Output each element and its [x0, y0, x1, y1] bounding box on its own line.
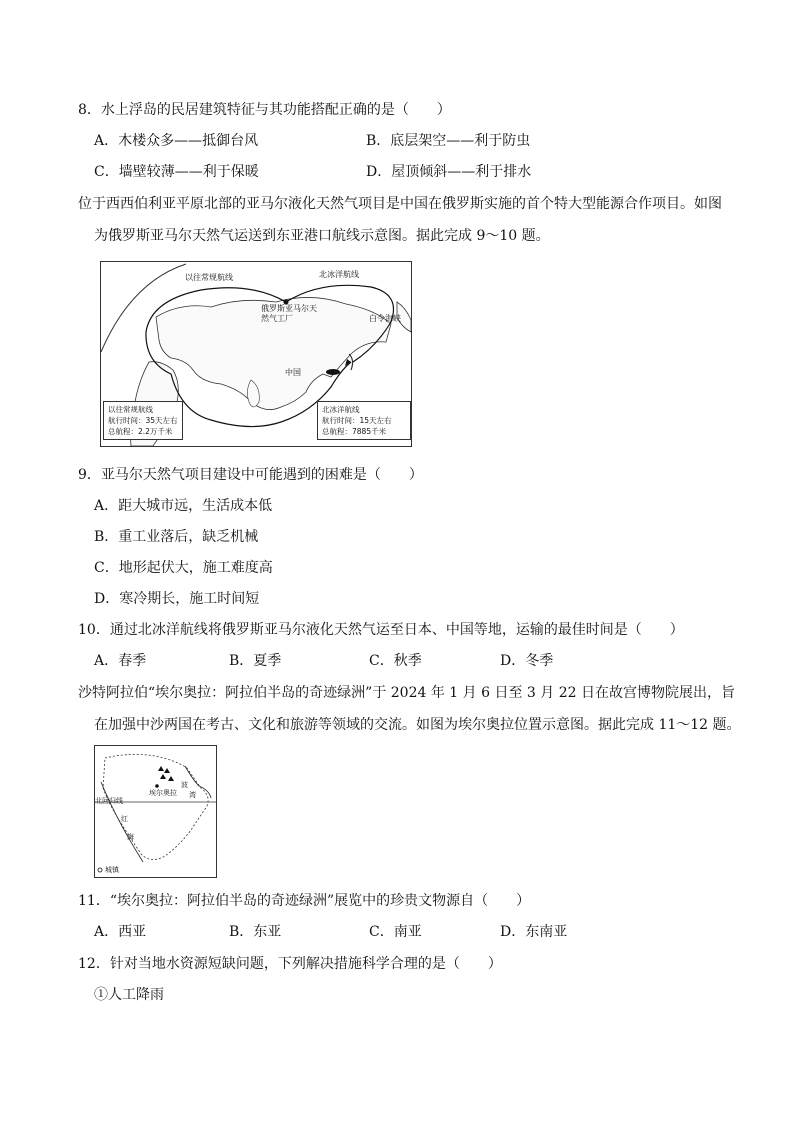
question-10-stem: 10．通过北冰洋航线将俄罗斯亚马尔液化天然气运至日本、中国等地，运输的最佳时间是（ ） [78, 622, 684, 638]
question-8-option-c: C．墙壁较薄——利于保暖 [94, 164, 259, 180]
passage-2-line-1: 沙特阿拉伯“埃尔奥拉：阿拉伯半岛的奇迹绿洲”于 2024 年 1 月 6 日至 3 月 22 日在故宫博物院展出，旨 [78, 685, 735, 701]
legend-arctic-route-distance: 总航程：7885千米 [322, 427, 387, 436]
question-12-item-1: ①人工降雨 [94, 987, 164, 1003]
question-11-option-b: B．东亚 [229, 924, 282, 940]
legend-city: 城镇 [105, 866, 119, 874]
label-bering-strait: 白令海峡 [369, 314, 401, 323]
label-china: 中国 [285, 368, 301, 377]
question-10-option-b: B．夏季 [229, 653, 282, 669]
label-tropic-of-cancer: 北回归线 [95, 797, 123, 805]
legend-arctic-route [317, 401, 411, 440]
question-11-stem: 11．“埃尔奥拉：阿拉伯半岛的奇迹绿洲”展览中的珍贵文物源自（ ） [78, 893, 531, 909]
question-8-option-b: B．底层架空——利于防虫 [366, 133, 531, 149]
alula-map-graphic [95, 746, 216, 877]
question-11-option-d: D．东南亚 [500, 924, 568, 940]
question-11-option-a: A．西亚 [94, 924, 147, 940]
question-10-option-a: A．春季 [94, 653, 147, 669]
question-11-option-c: C．南亚 [369, 924, 422, 940]
legend-old-route [103, 401, 183, 440]
label-old-route: 以往常规航线 [185, 273, 233, 282]
passage-1-line-1: 位于西西伯利亚平原北部的亚马尔液化天然气项目是中国在俄罗斯实施的首个特大型能源合作项目。如图 [78, 196, 722, 212]
legend-old-route-title: 以往常规航线 [108, 405, 153, 414]
question-8-option-d: D．屋顶倾斜——利于排水 [366, 164, 532, 180]
shipping-route-map [100, 261, 412, 447]
label-factory-line-2: 然气工厂 [261, 314, 293, 323]
question-9-option-a: A．距大城市远，生活成本低 [94, 498, 273, 514]
label-factory-line-1: 俄罗斯亚马尔天 [261, 304, 317, 313]
question-8-stem: 8．水上浮岛的民居建筑特征与其功能搭配正确的是（ ） [78, 102, 451, 118]
label-gulf-2: 湾 [189, 791, 196, 799]
label-red: 红 [121, 815, 128, 823]
alula-location-map [94, 745, 217, 878]
label-alula: 埃尔奥拉 [149, 789, 177, 797]
question-10-option-c: C．秋季 [369, 653, 422, 669]
question-9-option-b: B．重工业落后，缺乏机械 [94, 529, 259, 545]
legend-arctic-route-time: 航行时间：15天左右 [322, 416, 392, 425]
legend-arctic-route-title: 北冰洋航线 [322, 405, 360, 414]
question-9-stem: 9．亚马尔天然气项目建设中可能遇到的困难是（ ） [78, 467, 423, 483]
passage-1-line-2: 为俄罗斯亚马尔天然气运送到东亚港口航线示意图。据此完成 9～10 题。 [94, 228, 550, 244]
legend-old-route-distance: 总航程：2.2万千米 [108, 427, 173, 436]
label-gulf-1: 波 [181, 781, 188, 789]
passage-2-line-2: 在加强中沙两国在考古、文化和旅游等领域的交流。如图为埃尔奥拉位置示意图。据此完成 11～12 题。 [94, 717, 741, 733]
question-9-option-d: D．寒冷期长，施工时间短 [94, 591, 260, 607]
label-arctic-route: 北冰洋航线 [319, 270, 359, 279]
legend-old-route-time: 航行时间：35天左右 [108, 416, 178, 425]
question-9-option-c: C．地形起伏大，施工难度高 [94, 560, 273, 576]
question-8-option-a: A．木楼众多——抵御台风 [94, 133, 259, 149]
question-12-stem: 12．针对当地水资源短缺问题，下列解决措施科学合理的是（ ） [78, 956, 502, 972]
label-sea: 海 [127, 833, 134, 841]
question-10-option-d: D．冬季 [500, 653, 554, 669]
